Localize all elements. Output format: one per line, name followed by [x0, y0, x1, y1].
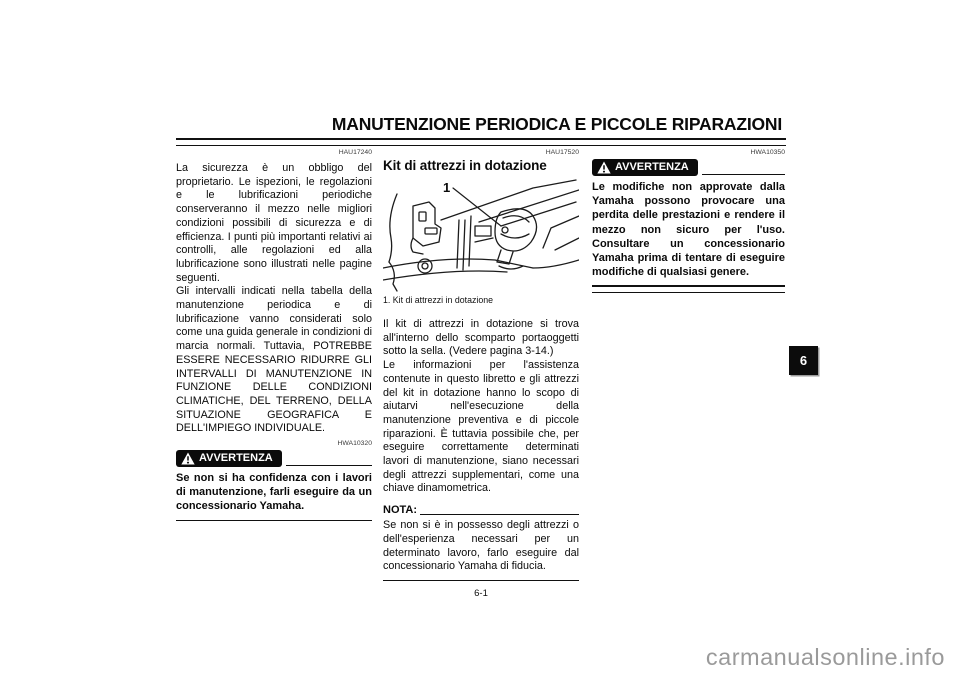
section-code: HWA10350 [750, 149, 785, 156]
paragraph: Le informazioni per l'assistenza contenute in questo libretto e gli attrezzi del kit in dotazione hanno lo scopo di aiutarvi nell'esecuzione della manutenzione preventiva e di piccole riparazioni. È tuttavia possibile che, per eseguire correttamente determinati lavori di manutenzione, siano necessari degli attrezzi supplementari, come una chiave dinamometrica. [383, 359, 579, 495]
paragraph: La sicurezza è un obbligo del proprietario. Le ispezioni, le regolazioni e le lubrificazioni periodiche conserveranno il mezzo nelle migliori condizioni possibili di sicurezza e di efficienza. I punti più importanti relativi ai controlli, alle regolazioni ed alla lubrificazione sono illustrati nelle pagine seguenti. [176, 162, 372, 284]
header-double-rule [176, 138, 786, 146]
warning-label: AVVERTENZA [615, 161, 689, 173]
warning-header [176, 450, 372, 467]
page-number: 6-1 [474, 587, 488, 599]
warning-text: Se non si ha confidenza con i lavori di manutenzione, farli eseguire da un concessionario Yamaha. [176, 472, 372, 513]
section-end-double-rule [592, 285, 785, 293]
left-column [176, 148, 372, 521]
warning-code: HWA10320 [337, 440, 372, 448]
warning-header [592, 159, 785, 176]
section-code: HAU17520 [545, 149, 579, 156]
warning-badge [176, 450, 282, 467]
warning-rule [702, 174, 785, 175]
note-text: Se non si è in possesso degli attrezzi o dell'esperienza necessari per un determinato lavoro, farlo eseguire dal concessionario Yamaha di fiducia. [383, 519, 579, 573]
right-column [592, 148, 785, 293]
section-end-rule [176, 520, 372, 521]
toolkit-text [383, 318, 579, 496]
intro-text [176, 162, 372, 436]
watermark-text: carmanualsonline.info [705, 644, 945, 670]
toolkit-illustration [383, 176, 579, 292]
section-heading: Kit di attrezzi in dotazione [383, 158, 547, 173]
paragraph: Gli intervalli indicati nella tabella della manutenzione periodica e di lubrificazione vanno considerati solo come una guida generale in condizioni di marcia normali. Tuttavia, POTREBBE ESSERE NECESSARIO RIDURRE GLI INTERVALLI DI MANUTENZIONE IN FUNZIONE DELLE CONDIZIONI CLIMATICHE, DEL TERRENO, DELLA SITUAZIONE GEOGRAFICA E DELL'IMPIEGO INDIVIDUALE. [176, 285, 372, 435]
middle-column [383, 148, 579, 599]
warning-badge [592, 159, 698, 176]
page-title: MANUTENZIONE PERIODICA E PICCOLE RIPARAZIONI [331, 114, 782, 134]
figure-caption: 1. Kit di attrezzi in dotazione [383, 295, 494, 305]
note-rule [420, 514, 579, 515]
warning-label: AVVERTENZA [199, 452, 273, 465]
page-header [176, 114, 786, 135]
paragraph: Il kit di attrezzi in dotazione si trova all'interno dello scomparto portaoggetti sotto la sella. (Vedere pagina 3-14.) [383, 318, 579, 358]
section-code: HAU17240 [338, 149, 372, 156]
figure-callout: 1 [443, 180, 451, 195]
note-label: NOTA: [383, 504, 418, 517]
chapter-number: 6 [799, 353, 808, 368]
warning-text: Le modifiche non approvate dalla Yamaha possono provocare una perdita delle prestazioni e rendere il mezzo non sicuro per l'uso. Consultare un concessionario Yamaha prima di tentare di eseguire modifiche di qualsiasi genere. [592, 181, 785, 279]
note-end-rule [383, 580, 579, 581]
warning-triangle-icon [181, 452, 195, 465]
chapter-tab [789, 346, 818, 375]
note-header [383, 504, 579, 517]
warning-rule [286, 465, 372, 466]
warning-triangle-icon [597, 161, 611, 174]
